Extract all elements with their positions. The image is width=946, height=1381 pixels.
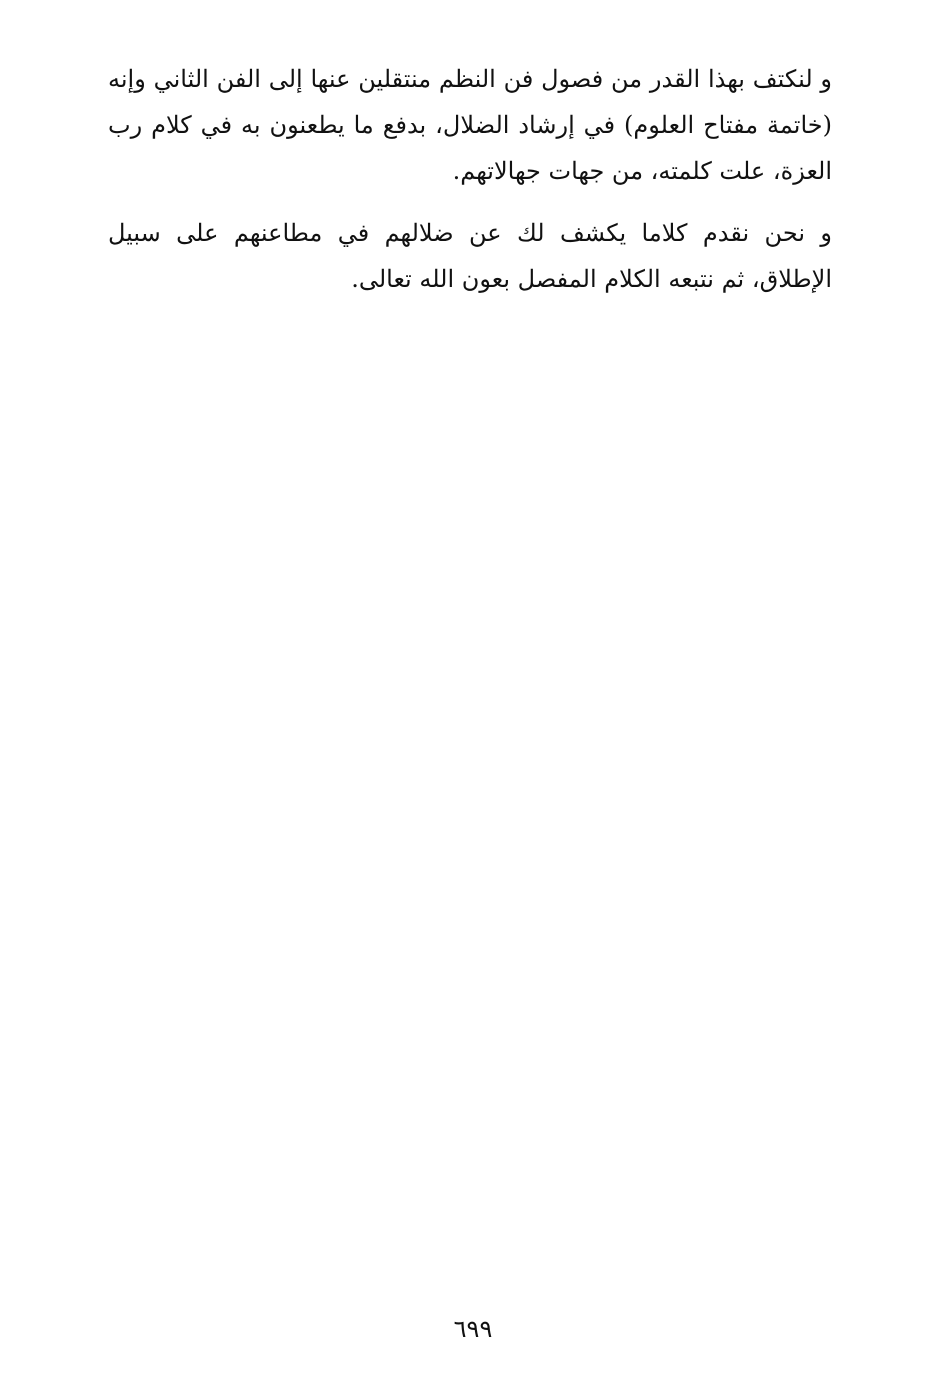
paragraph-2: و نحن نقدم كلاما يكشف لك عن ضلالهم في مطاعنهم على سبيل الإطلاق، ثم نتبعه الكلام المفصل بعون الله تعالى. xyxy=(108,219,832,293)
paragraph-1: و لنكتف بهذا القدر من فصول فن النظم منتقلين عنها إلى الفن الثاني وإنه (خاتمة مفتاح العلوم) في إرشاد الضلال، بدفع ما يطعنون به في كلام رب العزة، علت كلمته، من جهات جهالاتهم. xyxy=(108,65,832,185)
page-number: ٦٩٩ xyxy=(453,1315,493,1343)
body-text xyxy=(108,56,832,318)
